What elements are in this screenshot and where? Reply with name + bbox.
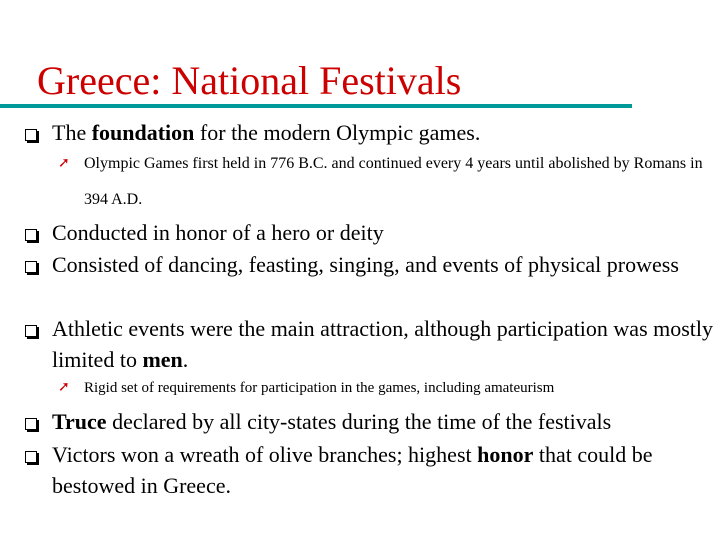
square-bullet-icon <box>25 325 37 337</box>
bullet-athletic-events <box>52 313 717 375</box>
bullet-olympic-foundation <box>52 117 717 148</box>
sub-bullet-text: Rigid set of requirements for participation in the games, including amateurism <box>84 380 555 396</box>
bullet-emphasis: foundation <box>91 120 195 145</box>
bullet-honor-deity <box>52 217 717 248</box>
bullet-text: The <box>52 120 92 145</box>
bullet-text: Conducted in honor of a hero or deity <box>52 220 384 245</box>
square-bullet-icon <box>25 129 37 141</box>
arrow-icon: ➚ <box>58 379 70 395</box>
arrow-icon: ➚ <box>58 155 70 171</box>
bullet-victors <box>52 439 717 501</box>
bullet-text: declared by all city-states during the time of the festivals <box>106 409 612 434</box>
square-bullet-icon <box>25 451 37 463</box>
bullet-events <box>52 249 717 280</box>
square-bullet-icon <box>25 261 37 273</box>
bullet-truce <box>52 406 717 437</box>
bullet-emphasis: Truce <box>52 409 107 434</box>
sub-bullet-olympic-dates <box>58 146 714 218</box>
bullet-text: that could be bestowed in Greece. <box>52 442 653 498</box>
slide-title: Greece: National Festivals <box>37 58 462 103</box>
square-bullet-icon <box>25 229 37 241</box>
bullet-emphasis: honor <box>477 442 534 467</box>
bullet-emphasis: men <box>142 347 183 372</box>
sub-bullet-text: Olympic Games first held in 776 B.C. and continued every 4 years until abolished by Romans in 394 A.D. <box>84 155 703 208</box>
square-bullet-icon <box>25 418 37 430</box>
bullet-text: Consisted of dancing, feasting, singing, and events of physical prowess <box>52 252 679 277</box>
bullet-text: Athletic events were the main attraction, although participation was mostly limited to <box>52 316 714 372</box>
title-underline <box>0 104 632 108</box>
bullet-text: for the modern Olympic games. <box>194 120 481 145</box>
bullet-text: Victors won a wreath of olive branches; highest <box>52 442 478 467</box>
bullet-text: . <box>182 347 189 372</box>
sub-bullet-requirements <box>58 370 714 406</box>
